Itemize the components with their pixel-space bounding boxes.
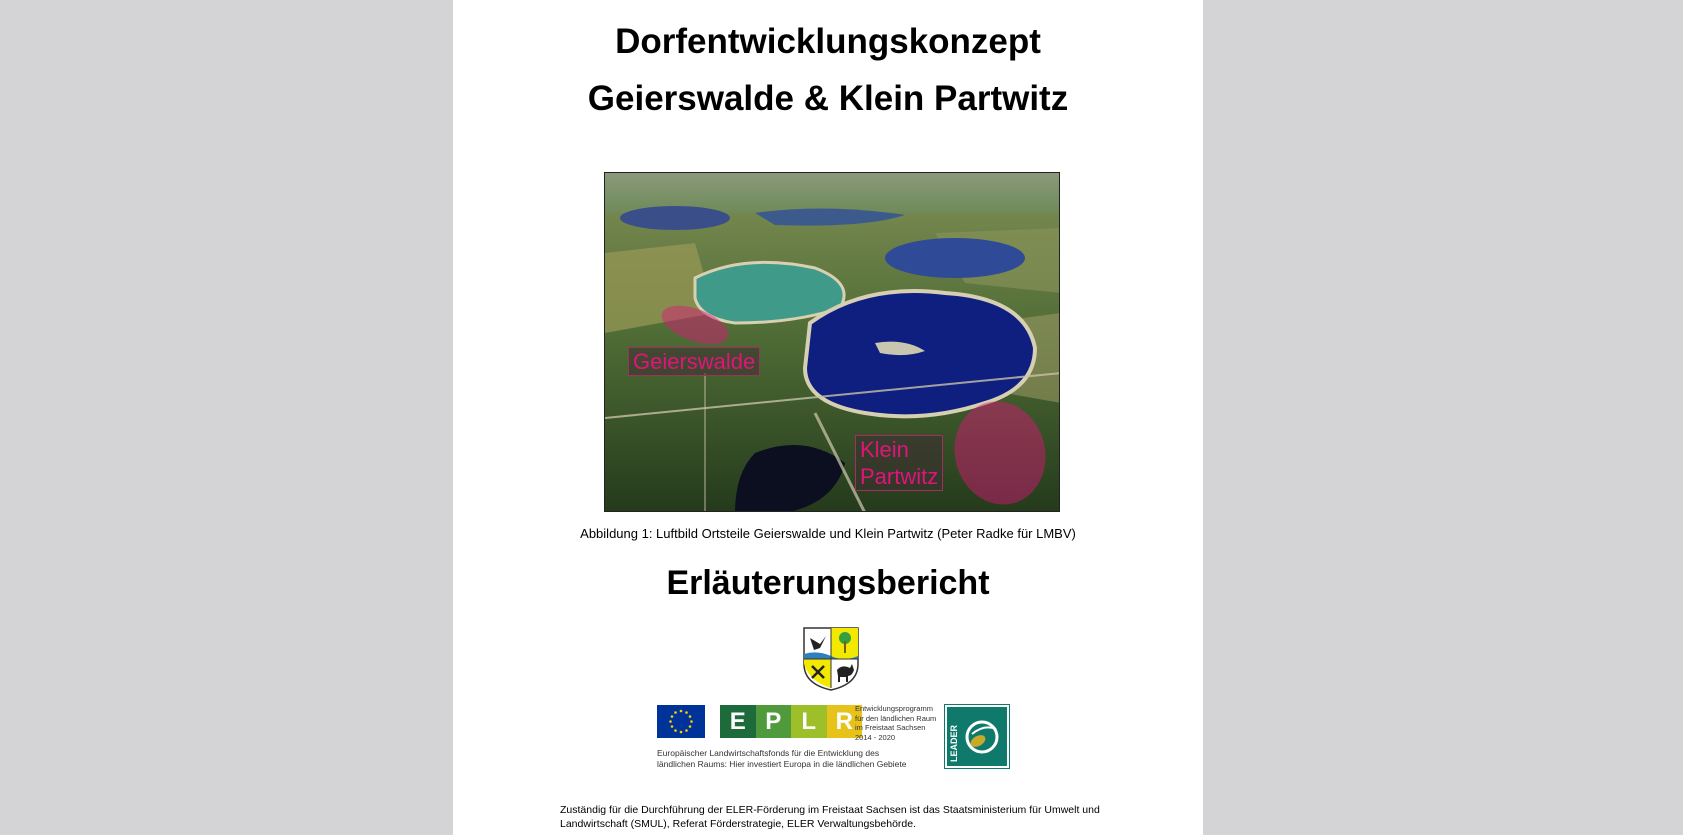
eu-flag-icon xyxy=(657,705,705,743)
coat-of-arms-icon xyxy=(802,626,860,697)
aerial-photo xyxy=(604,172,1060,512)
svg-text:LEADER: LEADER xyxy=(949,724,959,762)
eplr-letter-r: R xyxy=(827,705,863,738)
footer-note: Zuständig für die Durchführung der ELER-Förderung im Freistaat Sachsen ist das Staatsministerium für Umwelt und Landwirtschaft (SMUL), Referat Förderstrategie, ELER Verwaltungsbehörde. xyxy=(560,804,1100,830)
document-subtitle: Erläuterungsbericht xyxy=(666,564,990,602)
document-page xyxy=(453,0,1203,835)
document-title-line-2: Geierswalde & Klein Partwitz xyxy=(587,79,1069,118)
document-title-line-1: Dorfentwicklungskonzept xyxy=(615,22,1041,61)
figure-caption: Abbildung 1: Luftbild Ortsteile Geierswalde und Klein Partwitz (Peter Radke für LMBV) xyxy=(580,526,1076,541)
label-geierswalde: Geierswalde xyxy=(628,347,760,376)
label-klein-partwitz: Klein Partwitz xyxy=(855,435,943,491)
eplr-description: Entwicklungsprogramm für den ländlichen Raum im Freistaat Sachsen 2014 - 2020 xyxy=(855,704,937,742)
eplr-letter-p: P xyxy=(756,705,792,738)
eplr-letter-l: L xyxy=(791,705,827,738)
eplr-logo xyxy=(720,705,862,738)
eu-fund-text: Europäischer Landwirtschaftsfonds für die Entwicklung des ländlichen Raums: Hier investiert Europa in die ländlichen Gebiete xyxy=(657,748,907,769)
eplr-letter-e: E xyxy=(720,705,756,738)
